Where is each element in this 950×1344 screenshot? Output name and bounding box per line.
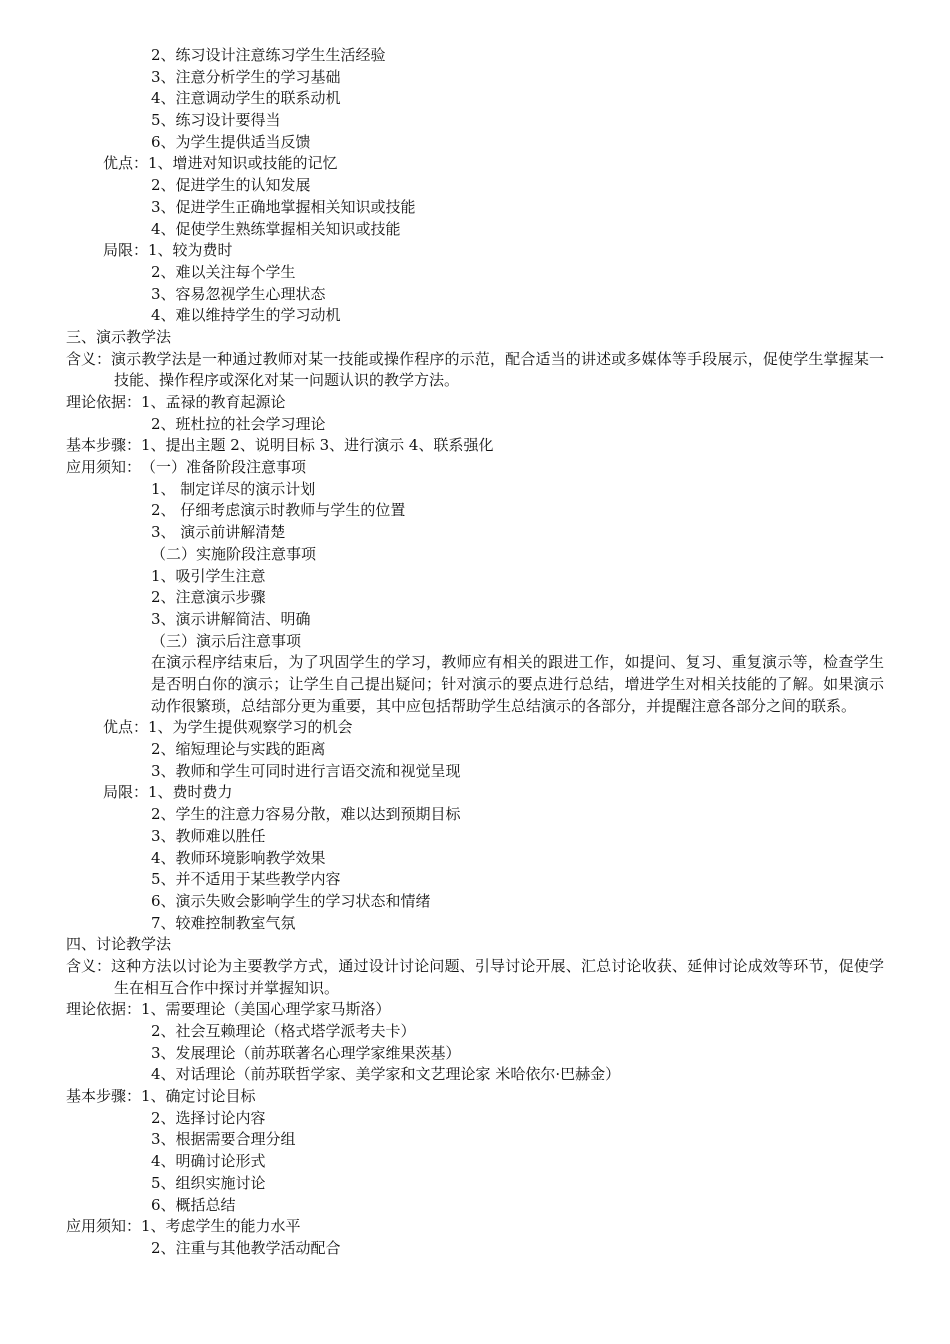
list-item bbox=[0, 305, 950, 327]
line-text: 2、缩短理论与实践的距离 bbox=[151, 740, 326, 759]
line-text: 6、概括总结 bbox=[151, 1195, 236, 1214]
list-item bbox=[0, 1021, 950, 1043]
line-text: 5、并不适用于某些教学内容 bbox=[151, 870, 341, 889]
line-text: 2、班杜拉的社会学习理论 bbox=[151, 414, 326, 433]
list-item bbox=[0, 67, 950, 89]
labeled-line bbox=[0, 435, 950, 457]
paragraph-text: 演示教学法是一种通过教师对某一技能或操作程序的示范，配合适当的讲述或多媒体等手段展示，促使学生掌握某一技能、操作程序或深化对某一问题认识的教学方法。 bbox=[111, 349, 884, 390]
paragraph bbox=[0, 349, 950, 392]
line-text: 2、难以关注每个学生 bbox=[151, 262, 296, 281]
line-label: 基本步骤： bbox=[66, 436, 142, 455]
list-item bbox=[0, 739, 950, 761]
labeled-line bbox=[0, 999, 950, 1021]
section-heading bbox=[0, 327, 950, 349]
labeled-line bbox=[0, 1086, 950, 1108]
line-text: 3、教师和学生可同时进行言语交流和视觉呈现 bbox=[151, 761, 461, 780]
line-text: 3、发展理论（前苏联著名心理学家维果茨基） bbox=[151, 1043, 461, 1062]
list-item bbox=[0, 587, 950, 609]
list-item bbox=[0, 1151, 950, 1173]
paragraph-text: 这种方法以讨论为主要教学方式，通过设计讨论问题、引导讨论开展、汇总讨论收获、延伸讨论成效等环节，促使学生在相互合作中探讨并掌握知识。 bbox=[111, 956, 884, 997]
list-item bbox=[0, 479, 950, 501]
list-item bbox=[0, 891, 950, 913]
labeled-line bbox=[0, 240, 950, 262]
line-text: 4、教师环境影响教学效果 bbox=[151, 848, 326, 867]
list-item bbox=[0, 761, 950, 783]
list-item bbox=[0, 414, 950, 436]
list-item bbox=[0, 869, 950, 891]
line-text: 1、为学生提供观察学习的机会 bbox=[148, 718, 353, 737]
line-text: 3、 演示前讲解清楚 bbox=[151, 523, 286, 542]
list-item bbox=[0, 848, 950, 870]
line-text: 2、学生的注意力容易分散，难以达到预期目标 bbox=[151, 805, 461, 824]
list-item bbox=[0, 132, 950, 154]
list-item bbox=[0, 1043, 950, 1065]
list-item bbox=[0, 175, 950, 197]
list-item bbox=[0, 522, 950, 544]
line-text: 5、练习设计要得当 bbox=[151, 111, 281, 130]
line-text: 3、促进学生正确地掌握相关知识或技能 bbox=[151, 197, 416, 216]
line-text: 1、考虑学生的能力水平 bbox=[141, 1217, 301, 1236]
list-item bbox=[0, 88, 950, 110]
line-text: 3、演示讲解简洁、明确 bbox=[151, 609, 311, 628]
labeled-line bbox=[0, 717, 950, 739]
line-label: 理论依据： bbox=[66, 1000, 142, 1019]
line-label: 应用须知： bbox=[66, 458, 142, 477]
line-text: 4、促使学生熟练掌握相关知识或技能 bbox=[151, 219, 401, 238]
list-item bbox=[0, 262, 950, 284]
list-item bbox=[0, 197, 950, 219]
line-label: 局限： bbox=[103, 241, 149, 260]
line-text: 1、需要理论（美国心理学家马斯洛） bbox=[141, 1000, 391, 1019]
line-text: 3、根据需要合理分组 bbox=[151, 1130, 296, 1149]
list-item bbox=[0, 631, 950, 653]
labeled-line bbox=[0, 782, 950, 804]
line-text: 2、社会互赖理论（格式塔学派考夫卡） bbox=[151, 1022, 416, 1041]
line-text: 1、较为费时 bbox=[148, 241, 233, 260]
list-item bbox=[0, 500, 950, 522]
list-item bbox=[0, 1173, 950, 1195]
line-text: 四、讨论教学法 bbox=[66, 935, 172, 954]
line-text: 7、较难控制教室气氛 bbox=[151, 913, 296, 932]
paragraph-label: 含义： bbox=[66, 956, 112, 975]
line-text: 6、为学生提供适当反馈 bbox=[151, 132, 311, 151]
line-text: （三）演示后注意事项 bbox=[151, 631, 302, 650]
labeled-line bbox=[0, 1216, 950, 1238]
paragraph-label: 含义： bbox=[66, 349, 112, 368]
list-item bbox=[0, 45, 950, 67]
line-text: （一）准备阶段注意事项 bbox=[141, 458, 307, 477]
list-item bbox=[0, 284, 950, 306]
list-item bbox=[0, 1129, 950, 1151]
labeled-line bbox=[0, 457, 950, 479]
line-text: 2、练习设计注意练习学生生活经验 bbox=[151, 46, 386, 64]
line-text: 1、吸引学生注意 bbox=[151, 566, 266, 585]
line-text: 2、注重与其他教学活动配合 bbox=[151, 1238, 341, 1257]
list-item bbox=[0, 1064, 950, 1086]
line-text: 1、孟禄的教育起源论 bbox=[141, 393, 286, 412]
line-text: 3、注意分析学生的学习基础 bbox=[151, 67, 341, 86]
line-text: 3、容易忽视学生心理状态 bbox=[151, 284, 326, 303]
list-item bbox=[0, 566, 950, 588]
list-item bbox=[0, 110, 950, 132]
line-text: 1、确定讨论目标 bbox=[141, 1087, 256, 1106]
labeled-line bbox=[0, 392, 950, 414]
paragraph bbox=[0, 956, 950, 999]
line-label: 局限： bbox=[103, 783, 149, 802]
line-label: 优点： bbox=[103, 718, 149, 737]
list-item bbox=[0, 1108, 950, 1130]
line-text: 2、 仔细考虑演示时教师与学生的位置 bbox=[151, 501, 406, 520]
line-text: 三、演示教学法 bbox=[66, 327, 172, 346]
list-item bbox=[0, 1195, 950, 1217]
line-label: 理论依据： bbox=[66, 393, 142, 412]
document-page bbox=[0, 45, 950, 1260]
line-label: 基本步骤： bbox=[66, 1087, 142, 1106]
line-label: 优点： bbox=[103, 154, 149, 173]
line-label: 应用须知： bbox=[66, 1217, 142, 1236]
line-text: 2、促进学生的认知发展 bbox=[151, 176, 311, 195]
list-item bbox=[0, 1238, 950, 1260]
line-text: （二）实施阶段注意事项 bbox=[151, 544, 317, 563]
paragraph-text: 在演示程序结束后，为了巩固学生的学习，教师应有相关的跟进工作，如提问、复习、重复演示等，检查学生是否明白你的演示；让学生自己提出疑问；针对演示的要点进行总结，增进学生对相关技能的了解。如果演示动作很繁琐，总结部分更为重要，其中应包括帮助学生总结演示的各部分，并提醒注意各部分之间的联系。 bbox=[151, 653, 884, 715]
line-text: 1、提出主题 2、说明目标 3、进行演示 4、联系强化 bbox=[141, 436, 494, 455]
line-text: 5、组织实施讨论 bbox=[151, 1173, 266, 1192]
list-item bbox=[0, 913, 950, 935]
line-text: 3、教师难以胜任 bbox=[151, 826, 266, 845]
line-text: 4、注意调动学生的联系动机 bbox=[151, 89, 341, 108]
line-text: 4、对话理论（前苏联哲学家、美学家和文艺理论家 米哈依尔·巴赫金） bbox=[151, 1065, 621, 1084]
list-item bbox=[0, 609, 950, 631]
section-heading bbox=[0, 934, 950, 956]
line-text: 2、选择讨论内容 bbox=[151, 1108, 266, 1127]
paragraph bbox=[0, 652, 950, 717]
line-text: 4、难以维持学生的学习动机 bbox=[151, 306, 341, 325]
line-text: 1、增进对知识或技能的记忆 bbox=[148, 154, 338, 173]
list-item bbox=[0, 219, 950, 241]
line-text: 1、费时费力 bbox=[148, 783, 233, 802]
line-text: 2、注意演示步骤 bbox=[151, 588, 266, 607]
line-text: 1、 制定详尽的演示计划 bbox=[151, 479, 316, 498]
list-item bbox=[0, 826, 950, 848]
labeled-line bbox=[0, 153, 950, 175]
list-item bbox=[0, 544, 950, 566]
list-item bbox=[0, 804, 950, 826]
line-text: 6、演示失败会影响学生的学习状态和情绪 bbox=[151, 891, 431, 910]
line-text: 4、明确讨论形式 bbox=[151, 1152, 266, 1171]
